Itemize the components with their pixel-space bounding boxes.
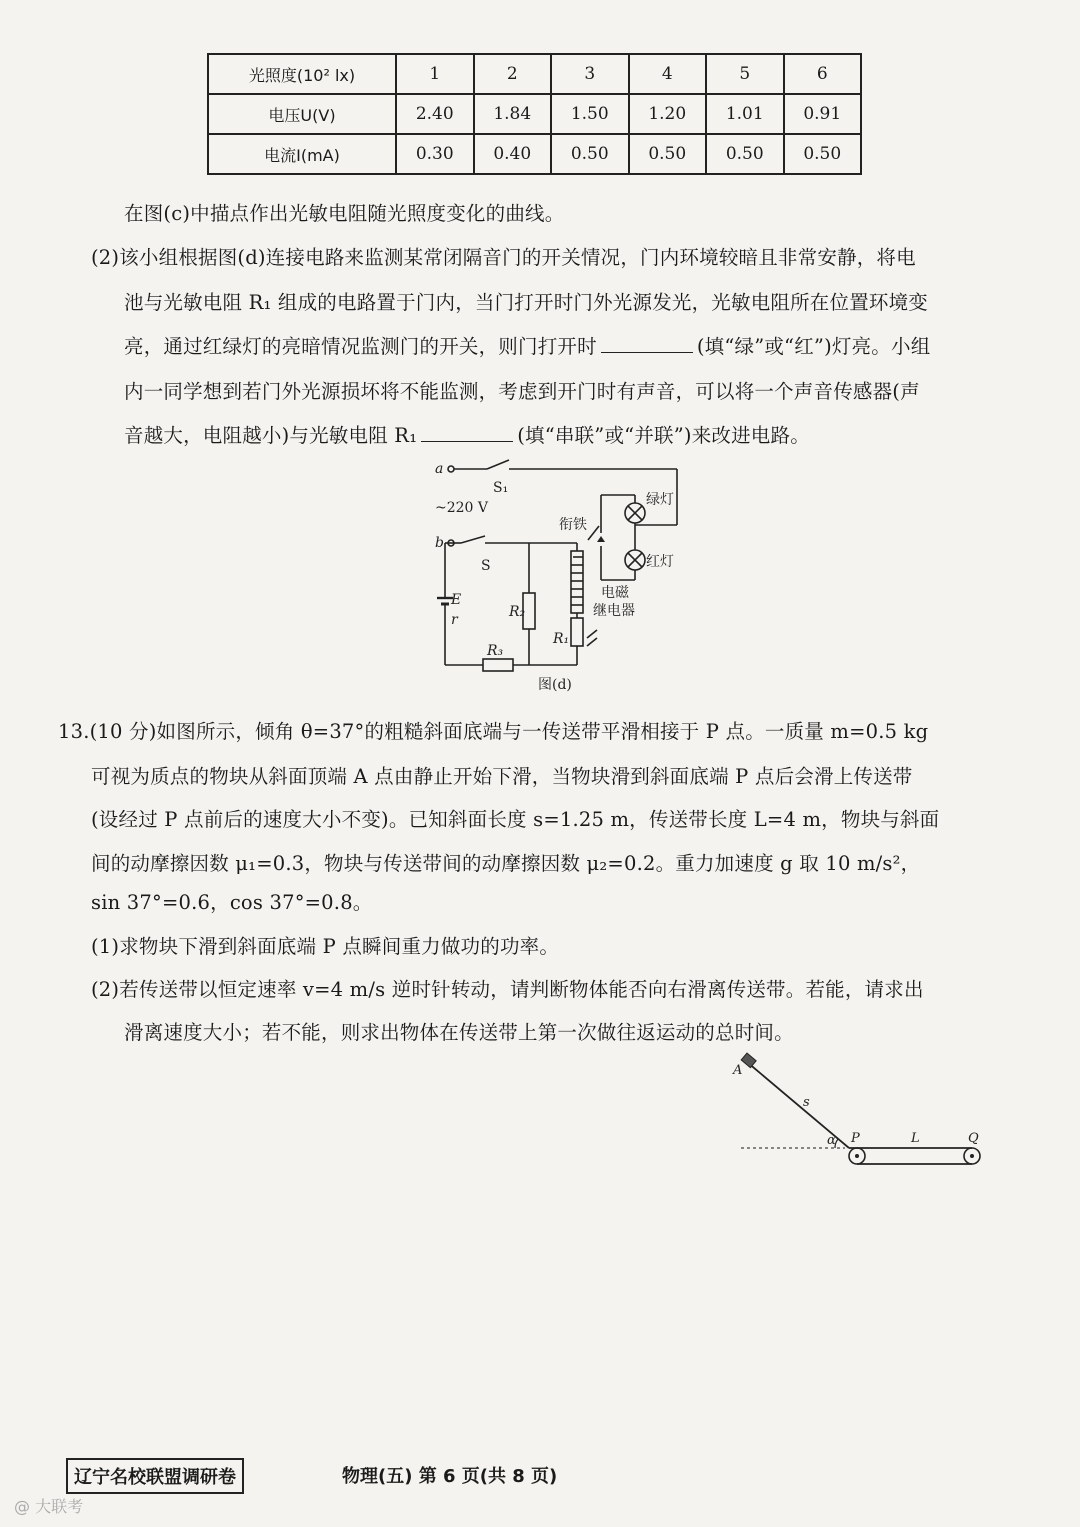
table-row — [208, 94, 861, 134]
photoresistor-r1 — [571, 618, 583, 646]
table-cell: 5 — [706, 54, 784, 94]
q13-line7: (2)若传送带以恒定速率 v=4 m/s 逆时针转动，请判断物体能否向右滑离传送带。若能，请求出 — [91, 978, 924, 1001]
label-r3: R₃ — [487, 643, 504, 659]
label-s: s — [803, 1095, 810, 1110]
armature-arrow — [597, 536, 605, 542]
relay-coil — [571, 551, 583, 613]
label-point-a: A — [733, 1063, 743, 1078]
table-cell: 1.20 — [629, 94, 707, 134]
label-e: E — [451, 592, 462, 608]
table-cell: 0.50 — [629, 134, 707, 174]
label-angle: α — [827, 1133, 836, 1148]
q12-line5-text-b: (填“串联”或“并联”)来改进电路。 — [517, 424, 810, 447]
label-r1: R₁ — [553, 631, 570, 647]
figure-caption: 图(d) — [538, 677, 572, 693]
table-row — [208, 54, 861, 94]
label-a: a — [435, 461, 444, 477]
table-cell: 2.40 — [396, 94, 474, 134]
q13-line6: (1)求物块下滑到斜面底端 P 点瞬间重力做功的功率。 — [91, 935, 560, 958]
table-cell: 1.50 — [551, 94, 629, 134]
table-cell: 2 — [474, 54, 552, 94]
watermark: @ 大联考 — [14, 1497, 84, 1516]
block — [741, 1053, 756, 1068]
label-point-p: P — [851, 1131, 860, 1146]
table-cell: 0.50 — [784, 134, 862, 174]
label-l: L — [911, 1131, 920, 1146]
label-r: r — [451, 612, 458, 628]
label-relay-2: 继电器 — [593, 603, 635, 619]
label-s1: S₁ — [493, 480, 509, 496]
table-cell: 4 — [629, 54, 707, 94]
label-relay-1: 电磁 — [601, 585, 629, 601]
q12-line3-text-b: (填“绿”或“红”)灯亮。小组 — [696, 335, 931, 358]
footer-series-label: 辽宁名校联盟调研卷 — [66, 1458, 244, 1494]
q12-p2-line1: (2)该小组根据图(d)连接电路来监测某常闭隔音门的开关情况，门内环境较暗且非常安静，将电 — [91, 246, 916, 269]
q12-line3-text-a: 亮，通过红绿灯的亮暗情况监测门的开关，则门打开时 — [124, 335, 597, 358]
switch-s1 — [487, 460, 509, 469]
table-cell: 1 — [396, 54, 474, 94]
row-header: 光照度(10² lx) — [208, 54, 396, 94]
armature — [588, 526, 599, 540]
circuit-diagram — [425, 458, 695, 693]
q12-line0: 在图(c)中描点作出光敏电阻随光照度变化的曲线。 — [124, 202, 565, 225]
table-row — [208, 134, 861, 174]
q13-line2: 可视为质点的物块从斜面顶端 A 点由静止开始下滑，当物块滑到斜面底端 P 点后会滑上传送带 — [91, 765, 913, 788]
label-green-lamp: 绿灯 — [646, 492, 674, 508]
q13-line1: 13.(10 分)如图所示，倾角 θ=37°的粗糙斜面底端与一传送带平滑相接于 P 点。一质量 m=0.5 kg — [58, 720, 929, 743]
data-table — [207, 53, 862, 175]
q13-line8: 滑离速度大小；若不能，则求出物体在传送带上第一次做往返运动的总时间。 — [124, 1021, 794, 1044]
q13-line3: (设经过 P 点前后的速度大小不变)。已知斜面长度 s=1.25 m，传送带长度 L=4 m，物块与斜面 — [91, 808, 940, 831]
table-cell: 0.50 — [706, 134, 784, 174]
switch-s — [461, 536, 485, 543]
q12-p2-line4: 内一同学想到若门外光源损坏将不能监测，考虑到开门时有声音，可以将一个声音传感器(声 — [124, 380, 920, 403]
table-cell: 1.01 — [706, 94, 784, 134]
q13-line5: sin 37°=0.6，cos 37°=0.8。 — [91, 891, 373, 914]
table-cell: 0.91 — [784, 94, 862, 134]
row-header: 电流I(mA) — [208, 134, 396, 174]
answer-blank-connection — [421, 423, 513, 442]
label-r2: R₂ — [509, 604, 526, 620]
table-cell: 6 — [784, 54, 862, 94]
label-red-lamp: 红灯 — [646, 554, 674, 570]
table-cell: 0.50 — [551, 134, 629, 174]
label-voltage: ~220 V — [435, 500, 489, 516]
footer-page-info: 物理(五) 第 6 页(共 8 页) — [342, 1466, 558, 1487]
terminal-a — [448, 466, 454, 472]
q13-line4: 间的动摩擦因数 μ₁=0.3，物块与传送带间的动摩擦因数 μ₂=0.2。重力加速度 g 取 10 m/s²， — [91, 852, 921, 875]
table-cell: 1.84 — [474, 94, 552, 134]
q12-p2-line2: 池与光敏电阻 R₁ 组成的电路置于门内，当门打开时门外光源发光，光敏电阻所在位置环境变 — [124, 291, 928, 314]
label-b: b — [435, 535, 444, 551]
answer-blank-light — [601, 334, 693, 353]
resistor-r3 — [483, 659, 513, 671]
label-s: S — [481, 558, 491, 574]
q12-p2-line3 — [124, 331, 930, 359]
table-cell: 0.30 — [396, 134, 474, 174]
table-cell: 0.40 — [474, 134, 552, 174]
label-armature: 衔铁 — [559, 517, 587, 533]
label-point-q: Q — [968, 1131, 979, 1146]
q12-p2-line5 — [124, 420, 810, 448]
row-header: 电压U(V) — [208, 94, 396, 134]
incline-conveyor-diagram — [735, 1050, 995, 1180]
q12-line5-text-a: 音越大，电阻越小)与光敏电阻 R₁ — [124, 424, 418, 447]
table-cell: 3 — [551, 54, 629, 94]
